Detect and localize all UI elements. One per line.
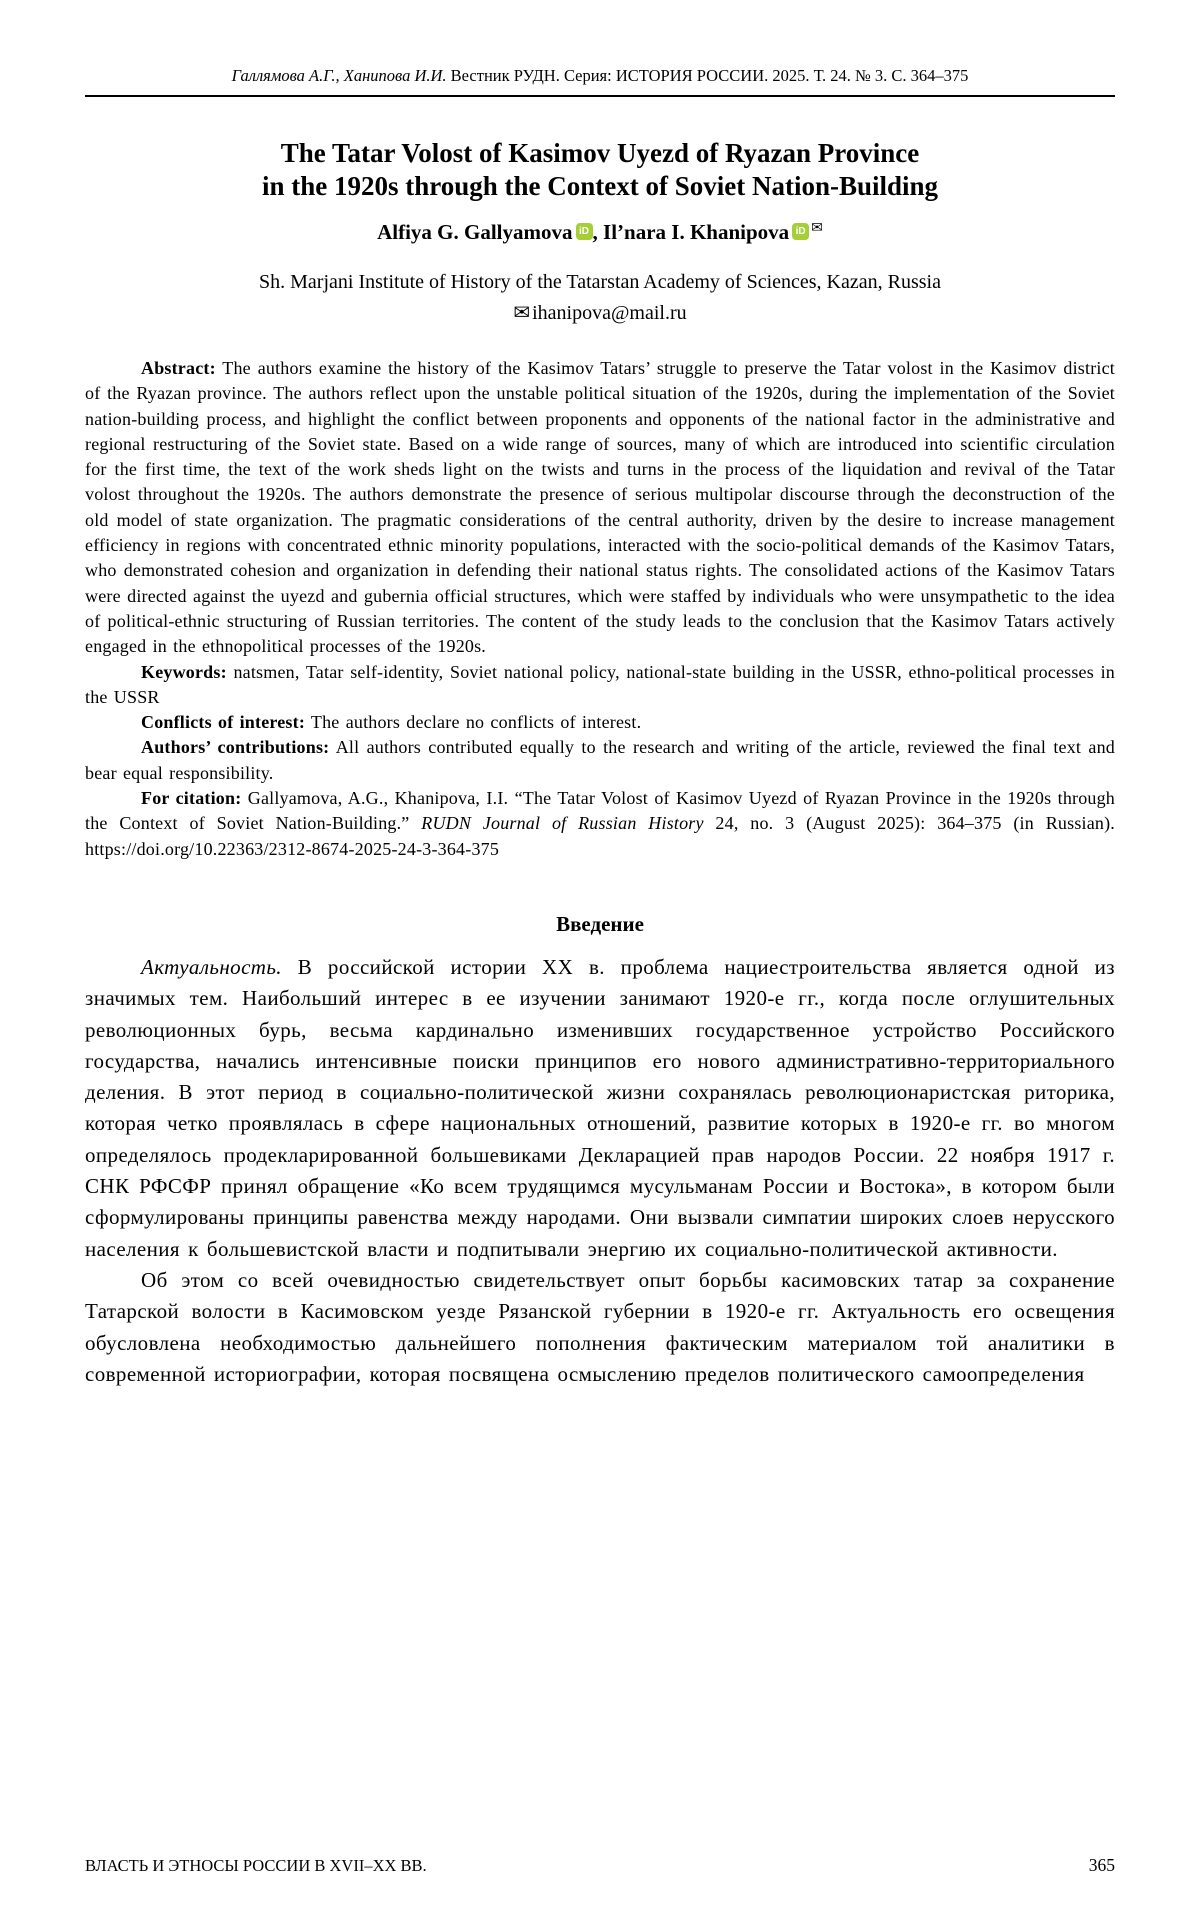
abstract-label: Abstract: xyxy=(141,358,216,378)
contributions-paragraph xyxy=(85,735,1115,786)
citation-label: For citation: xyxy=(141,788,242,809)
author-name-khanipova: Il’nara I. Khanipova xyxy=(603,220,790,244)
keywords-text: natsmen, Tatar self-identity, Soviet national policy, national-state building in the USSR, ethno-political processes in the USSR xyxy=(85,661,1115,707)
email-line xyxy=(85,300,1115,325)
paragraph-lead-italic: Актуальность. xyxy=(141,954,282,979)
running-head-journal-info: Вестник РУДН. Серия: ИСТОРИЯ РОССИИ. 2025. Т. 24. № 3. С. 364–375 xyxy=(446,66,969,85)
footer-section-title: ВЛАСТЬ И ЭТНОСЫ РОССИИ В XVII–XX ВВ. xyxy=(85,1856,427,1875)
page-footer xyxy=(85,1855,1115,1876)
article-title-line2: in the 1920s through the Context of Soviet Nation-Building xyxy=(261,171,939,201)
affiliation: Sh. Marjani Institute of History of the Tatarstan Academy of Sciences, Kazan, Russia xyxy=(259,271,941,293)
citation-text-after: 24, no. 3 (August 2025): 364–375 (in Russian). xyxy=(703,813,1116,834)
email-address[interactable]: ihanipova@mail.ru xyxy=(532,302,687,324)
abstract-paragraph xyxy=(85,356,1115,660)
front-matter xyxy=(85,356,1115,862)
contributions-label: Authors’ contributions: xyxy=(141,737,330,758)
intro-paragraph-2: Об этом со всей очевидностью свидетельствует опыт борьбы касимовских татар за сохранение Татарской волости в Касимовском уезде Рязанской губернии в 1920-е гг. Актуальность его освещения обусловлена необходимостью дальнейшего пополнения фактическим материалом той аналитики в современной историографии, которая посвящена осмыслению пределов политического самоопределения xyxy=(85,1267,1115,1386)
intro-paragraph-1 xyxy=(85,952,1115,1265)
keywords-label: Keywords: xyxy=(141,661,227,682)
running-head-authors: Галлямова А.Г., Ханипова И.И. xyxy=(231,66,447,85)
intro-paragraph-1-text: В российской истории XX в. проблема нациестроительства является одной из значимых тем. Наибольший интерес в ее изучении занимают 1920-е гг., когда после оглушительных революционных бурь, весьма кардинально изменивших государственное устройство Российского государства, начались интенсивные поиски принципов его нового административно-территориального деления. В этот период в социально-политической жизни сохранялась революционаристская риторика, которая четко проявлялась в сфере национальных отношений, развитие которых в 1920-е гг. во многом определялось продекларированной большевиками Декларацией прав народов России. 22 ноября 1917 г. СНК РФСФР принял обращение «Ко всем трудящимся мусульманам России и Востока», в котором были сформулированы принципы равенства между народами. Они вызвали симпатии широких слоев нерусского населения к большевистской власти и подпитывали энергию их социально-политической активности. xyxy=(85,954,1115,1261)
article-title-line1: The Tatar Volost of Kasimov Uyezd of Ryazan Province xyxy=(280,138,920,168)
citation-paragraph xyxy=(85,786,1115,862)
keywords-paragraph xyxy=(85,660,1115,711)
section-heading-introduction: Введение xyxy=(556,911,644,936)
article-title xyxy=(85,137,1115,203)
introduction-body xyxy=(85,952,1115,1390)
citation-text-before: Gallyamova, A.G., Khanipova, I.I. “The Tatar Volost of Kasimov Uyezd of Ryazan Province in the 1920s through the Context of Soviet Nation-Building.” xyxy=(85,788,1116,834)
authors-separator: , xyxy=(592,220,604,244)
envelope-icon: ✉ xyxy=(513,302,531,324)
orcid-icon[interactable]: iD xyxy=(576,223,593,240)
conflicts-label: Conflicts of interest: xyxy=(141,712,306,733)
page-number: 365 xyxy=(1088,1855,1115,1875)
citation-journal-name: RUDN Journal of Russian History xyxy=(421,813,704,834)
corresponding-author-envelope-icon[interactable]: ✉ xyxy=(811,221,823,236)
doi-link[interactable]: https://doi.org/10.22363/2312-8674-2025-24-3-364-375 xyxy=(85,838,500,859)
orcid-icon[interactable]: iD xyxy=(792,223,809,240)
authors-line xyxy=(85,220,1115,245)
conflicts-paragraph xyxy=(85,710,1115,735)
conflicts-text: The authors declare no conflicts of interest. xyxy=(310,712,642,733)
contributions-text: All authors contributed equally to the research and writing of the article, reviewed the final text and bear equal responsibility. xyxy=(85,737,1115,783)
running-head xyxy=(85,66,1115,97)
author-name-gallyamova: Alfiya G. Gallyamova xyxy=(377,220,573,244)
abstract-text: The authors examine the history of the Kasimov Tatars’ struggle to preserve the Tatar volost in the Kasimov district of the Ryazan province. The authors reflect upon the unstable political situation of the 1920s, during the implementation of the Soviet nation-building process, and highlight the conflict between proponents and opponents of the national factor in the administrative and regional restructuring of the Soviet state. Based on a wide range of sources, many of which are introduced into scientific circulation for the first time, the text of the work sheds light on the twists and turns in the process of the liquidation and revival of the Tatar volost throughout the 1920s. The authors demonstrate the presence of serious multipolar discourse through the deconstruction of the old model of state organization. The pragmatic considerations of the central authority, driven by the desire to increase management efficiency in regions with concentrated ethnic minority populations, interacted with the socio-political demands of the Kasimov Tatars, who demonstrated cohesion and organization in defending their national status rights. The consolidated actions of the Kasimov Tatars were directed against the uyezd and gubernia official structures, which were staffed by individuals who were unsympathetic to the idea of political-ethnic structuring of Russian territories. The content of the study leads to the conclusion that the Kasimov Tatars actively engaged in the ethnopolitical processes of the 1920s. xyxy=(85,358,1115,657)
